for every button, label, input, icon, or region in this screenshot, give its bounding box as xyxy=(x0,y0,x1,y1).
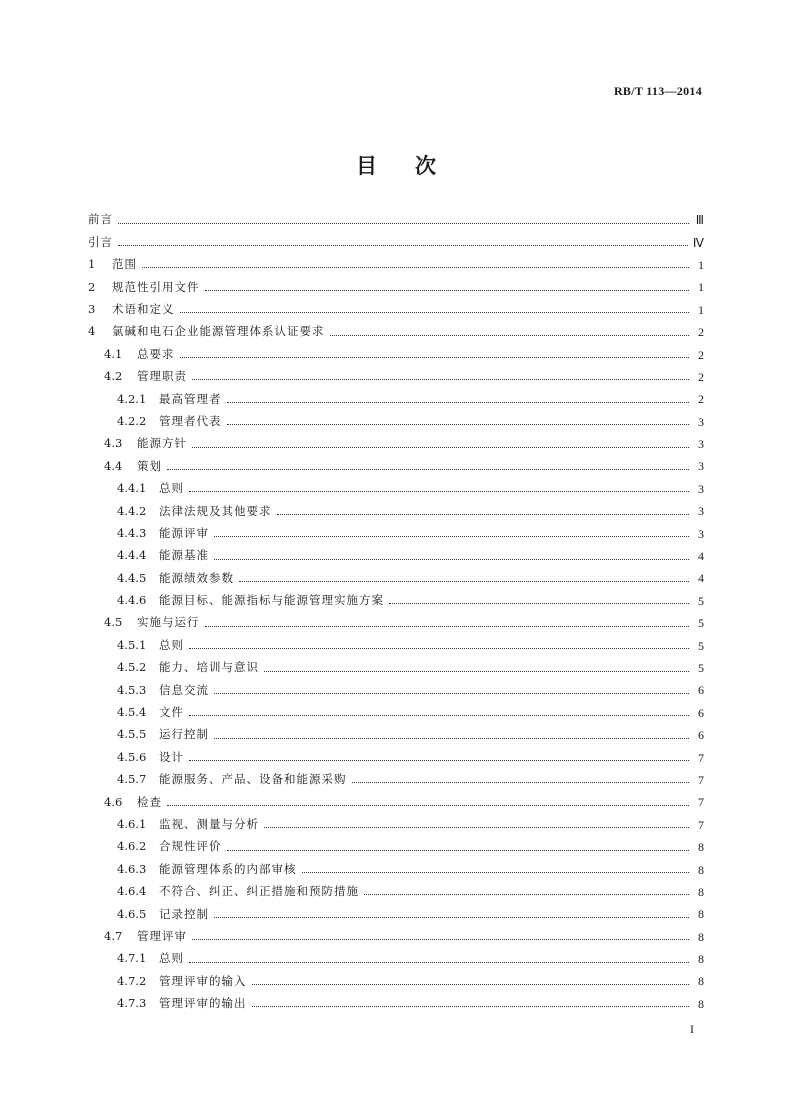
toc-entry-label: 管理评审的输入 xyxy=(159,973,247,988)
dot-leader xyxy=(167,805,689,806)
dot-leader xyxy=(364,894,689,895)
toc-entry-page: Ⅳ xyxy=(692,235,704,250)
dot-leader xyxy=(264,827,689,828)
dot-leader xyxy=(189,962,689,963)
toc-entry-page: 8 xyxy=(698,952,704,967)
toc-entry[interactable] xyxy=(88,993,704,1015)
toc-entry-label: 法律法规及其他要求 xyxy=(159,503,272,518)
toc-entry-label: 管理评审 xyxy=(137,928,187,943)
dot-leader xyxy=(205,290,690,291)
toc-entry-page: 3 xyxy=(698,414,704,429)
toc-entry-number: 4.2 xyxy=(104,369,123,384)
toc-entry-page: 4 xyxy=(698,571,704,586)
toc-entry-page: 7 xyxy=(698,772,704,787)
toc-entry[interactable] xyxy=(88,769,704,791)
toc-entry-label: 合规性评价 xyxy=(159,839,222,854)
page-number: I xyxy=(690,1022,694,1036)
toc-entry-number: 4.4.4 xyxy=(117,548,147,563)
toc-entry-page: 6 xyxy=(698,683,704,698)
toc-entry-number: 4.6 xyxy=(104,794,123,809)
toc-entry[interactable] xyxy=(88,276,704,298)
dot-leader xyxy=(189,648,689,649)
toc-entry-page: 1 xyxy=(698,257,704,272)
toc-entry[interactable] xyxy=(88,679,704,701)
toc-entry-label: 能力、培训与意识 xyxy=(159,660,259,675)
dot-leader xyxy=(192,379,689,380)
toc-entry-label: 总则 xyxy=(159,951,184,966)
toc-entry-number: 4.6.5 xyxy=(117,906,147,921)
dot-leader xyxy=(214,917,689,918)
toc-entry-page: 2 xyxy=(698,325,704,340)
toc-entry[interactable] xyxy=(88,903,704,925)
toc-entry-label: 管理者代表 xyxy=(159,413,222,428)
toc-entry-number: 4.6.1 xyxy=(117,816,147,831)
toc-entry[interactable] xyxy=(88,545,704,567)
toc-entry-label: 不符合、纠正、纠正措施和预防措施 xyxy=(159,884,359,899)
dot-leader xyxy=(227,424,690,425)
dot-leader xyxy=(302,872,690,873)
toc-entry-label: 信息交流 xyxy=(159,682,209,697)
toc-entry-number: 1 xyxy=(88,257,96,272)
toc-entry-label: 管理评审的输出 xyxy=(159,996,247,1011)
toc-entry[interactable] xyxy=(88,836,704,858)
toc-entry[interactable] xyxy=(88,814,704,836)
toc-entry-number: 4.7.1 xyxy=(117,951,147,966)
toc-entry-number: 4.5 xyxy=(104,615,123,630)
toc-entry-page: 4 xyxy=(698,549,704,564)
dot-leader xyxy=(239,581,689,582)
dot-leader xyxy=(227,402,690,403)
toc-entry-page: 5 xyxy=(698,661,704,675)
toc-entry-number: 4.4.5 xyxy=(117,570,147,585)
dot-leader xyxy=(227,850,690,851)
toc-entry-page: 8 xyxy=(698,907,704,922)
dot-leader xyxy=(214,536,689,537)
toc-entry-label: 前言 xyxy=(88,212,113,227)
toc-entry-page: 8 xyxy=(698,996,704,1011)
standard-code: RB/T 113—2014 xyxy=(613,84,702,98)
toc-entry-label: 能源目标、能源指标与能源管理实施方案 xyxy=(159,593,384,608)
toc-entry-label: 检查 xyxy=(137,794,162,809)
toc-entry[interactable] xyxy=(88,231,704,253)
toc-entry[interactable] xyxy=(88,366,704,388)
toc-entry-number: 4.1 xyxy=(104,346,123,361)
toc-entry[interactable] xyxy=(88,634,704,656)
toc-entry[interactable] xyxy=(88,567,704,589)
toc-entry[interactable] xyxy=(88,881,704,903)
dot-leader xyxy=(189,760,689,761)
toc-entry-page: 6 xyxy=(698,728,704,743)
toc-entry-page: 2 xyxy=(698,392,704,407)
toc-entry-page: 1 xyxy=(698,302,704,317)
toc-entry-page: 8 xyxy=(698,929,704,944)
toc-entry-number: 4.5.4 xyxy=(117,705,147,720)
dot-leader xyxy=(167,469,689,470)
toc-entry-number: 4.3 xyxy=(104,436,123,451)
toc-entry-page: 7 xyxy=(698,750,704,765)
toc-entry-page: 3 xyxy=(698,481,704,496)
table-of-contents xyxy=(88,209,704,1015)
toc-entry[interactable] xyxy=(88,590,704,612)
toc-entry[interactable] xyxy=(88,299,704,321)
toc-entry-number: 4.5.1 xyxy=(117,637,147,652)
page-title: 目次 xyxy=(356,154,474,178)
toc-entry-number: 4.6.4 xyxy=(117,884,147,899)
toc-entry-number: 4.4.3 xyxy=(117,525,147,540)
toc-entry[interactable] xyxy=(88,724,704,746)
toc-entry-label: 实施与运行 xyxy=(137,615,200,630)
toc-entry[interactable] xyxy=(88,926,704,948)
toc-entry-page: 2 xyxy=(698,347,704,362)
toc-entry-label: 能源管理体系的内部审核 xyxy=(159,861,297,876)
dot-leader xyxy=(180,312,690,313)
toc-entry-label: 总则 xyxy=(159,637,184,652)
toc-entry-page: 5 xyxy=(698,593,704,608)
toc-entry-label: 能源评审 xyxy=(159,525,209,540)
toc-entry-number: 4.2.2 xyxy=(117,413,147,428)
toc-entry-label: 监视、测量与分析 xyxy=(159,816,259,831)
toc-entry[interactable] xyxy=(88,411,704,433)
dot-leader xyxy=(189,715,689,716)
dot-leader xyxy=(214,738,689,739)
toc-entry[interactable] xyxy=(88,388,704,410)
toc-entry-number: 4.5.3 xyxy=(117,682,147,697)
toc-entry-number: 4.7 xyxy=(104,928,123,943)
dot-leader xyxy=(214,693,689,694)
toc-entry[interactable] xyxy=(88,612,704,634)
toc-entry-page: 3 xyxy=(698,526,704,541)
toc-entry-label: 文件 xyxy=(159,705,184,720)
toc-entry[interactable] xyxy=(88,522,704,544)
dot-leader xyxy=(330,335,690,336)
toc-entry-page: 8 xyxy=(698,862,704,877)
toc-entry-label: 规范性引用文件 xyxy=(112,279,200,294)
toc-entry-page: 7 xyxy=(698,817,704,832)
toc-entry-number: 4.5.5 xyxy=(117,727,147,742)
toc-entry[interactable] xyxy=(88,702,704,724)
toc-entry-label: 术语和定义 xyxy=(112,302,175,316)
dot-leader xyxy=(205,626,690,627)
dot-leader xyxy=(352,782,690,783)
toc-entry-label: 氯碱和电石企业能源管理体系认证要求 xyxy=(112,324,325,339)
toc-entry-number: 2 xyxy=(88,279,96,294)
toc-entry[interactable] xyxy=(88,455,704,477)
toc-entry[interactable] xyxy=(88,254,704,276)
toc-entry-number: 4.5.6 xyxy=(117,749,147,764)
toc-entry[interactable] xyxy=(88,500,704,522)
toc-entry-label: 范围 xyxy=(112,257,137,272)
toc-entry-label: 最高管理者 xyxy=(159,391,222,406)
toc-entry[interactable] xyxy=(88,657,704,679)
toc-entry-label: 设计 xyxy=(159,749,184,764)
dot-leader xyxy=(214,559,689,560)
toc-entry-number: 4.5.2 xyxy=(117,660,147,675)
toc-entry-page: 8 xyxy=(698,840,704,855)
toc-entry[interactable] xyxy=(88,791,704,813)
dot-leader xyxy=(192,447,689,448)
dot-leader xyxy=(189,491,689,492)
dot-leader xyxy=(180,357,690,358)
toc-entry-label: 总则 xyxy=(159,481,184,496)
toc-entry-label: 策划 xyxy=(137,458,162,473)
toc-entry-page: 8 xyxy=(698,884,704,899)
toc-entry-number: 4 xyxy=(88,324,96,339)
toc-entry-number: 4.5.7 xyxy=(117,772,147,787)
toc-entry-label: 能源基准 xyxy=(159,548,209,563)
dot-leader xyxy=(118,245,688,246)
toc-entry[interactable] xyxy=(88,970,704,992)
dot-leader xyxy=(277,514,690,515)
toc-entry-number: 4.7.3 xyxy=(117,996,147,1011)
dot-leader xyxy=(192,939,689,940)
toc-entry-page: Ⅲ xyxy=(695,213,704,228)
dot-leader xyxy=(118,223,689,224)
toc-entry-page: 6 xyxy=(698,705,704,720)
toc-entry-page: 7 xyxy=(698,795,704,810)
dot-leader xyxy=(389,603,689,604)
toc-entry-label: 能源绩效参数 xyxy=(159,570,234,585)
toc-entry-page: 3 xyxy=(698,437,704,452)
toc-entry-number: 4.4.6 xyxy=(117,593,147,608)
toc-entry-page: 5 xyxy=(698,616,704,631)
toc-entry-page: 1 xyxy=(698,280,704,295)
toc-entry-page: 5 xyxy=(698,638,704,653)
toc-entry[interactable] xyxy=(88,948,704,970)
toc-entry-label: 能源服务、产品、设备和能源采购 xyxy=(159,772,347,787)
toc-entry[interactable] xyxy=(88,433,704,455)
dot-leader xyxy=(252,984,690,985)
toc-entry-page: 3 xyxy=(698,459,704,474)
toc-entry-number: 4.7.2 xyxy=(117,973,147,988)
toc-entry-number: 4.4 xyxy=(104,458,123,473)
toc-entry-number: 4.4.1 xyxy=(117,481,147,496)
toc-entry-page: 2 xyxy=(698,369,704,384)
toc-entry[interactable] xyxy=(88,343,704,365)
dot-leader xyxy=(142,267,689,268)
toc-entry[interactable] xyxy=(88,321,704,343)
toc-entry-label: 管理职责 xyxy=(137,369,187,384)
toc-entry-number: 4.4.2 xyxy=(117,503,147,518)
toc-entry[interactable] xyxy=(88,478,704,500)
dot-leader xyxy=(252,1006,690,1007)
toc-entry-label: 引言 xyxy=(88,234,113,249)
toc-entry-page: 8 xyxy=(698,974,704,989)
toc-entry-label: 记录控制 xyxy=(159,906,209,921)
toc-entry-number: 3 xyxy=(88,302,96,316)
toc-entry-number: 4.2.1 xyxy=(117,391,147,406)
toc-entry[interactable] xyxy=(88,858,704,880)
dot-leader xyxy=(264,671,689,672)
toc-entry-number: 4.6.3 xyxy=(117,861,147,876)
toc-entry-label: 能源方针 xyxy=(137,436,187,451)
toc-entry[interactable] xyxy=(88,209,704,231)
toc-entry-label: 总要求 xyxy=(137,346,175,361)
toc-entry-page: 3 xyxy=(698,504,704,519)
toc-entry[interactable] xyxy=(88,746,704,768)
toc-entry-label: 运行控制 xyxy=(159,727,209,742)
toc-entry-number: 4.6.2 xyxy=(117,839,147,854)
